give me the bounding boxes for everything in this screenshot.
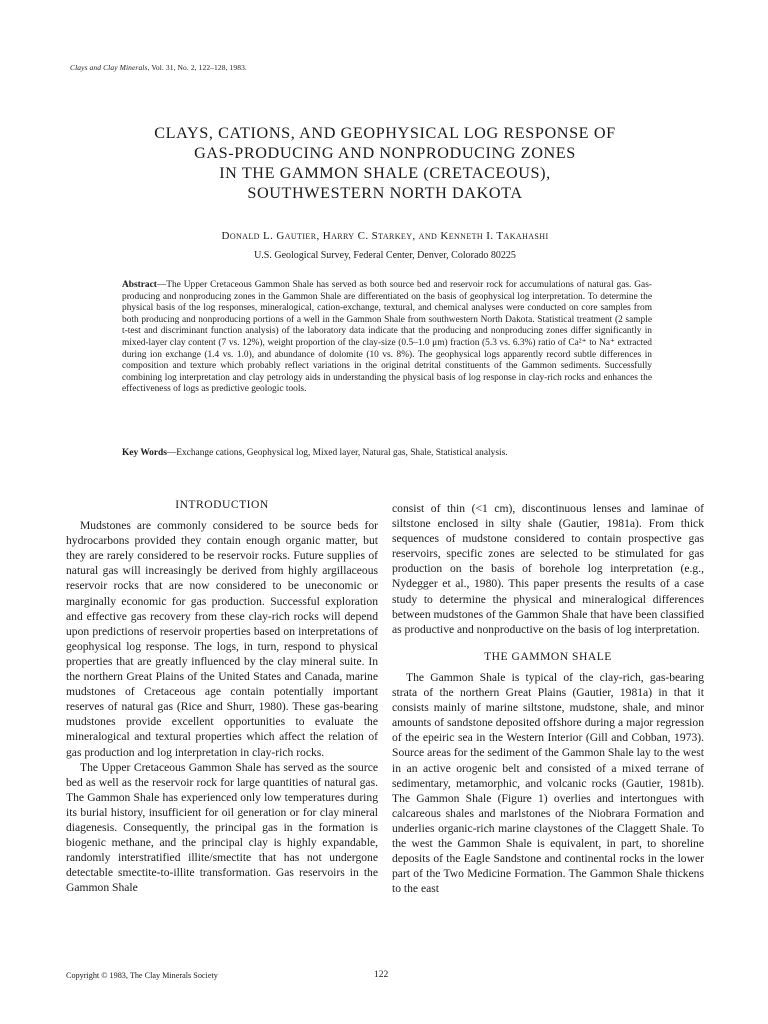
right-column [392, 501, 704, 896]
abstract [122, 280, 652, 396]
keywords [122, 448, 652, 460]
gammon-paragraph-1: The Gammon Shale is typical of the clay-rich, gas-bearing strata of the northern Great Plains (Gautier, 1981a) in that it consists mainly of marine siltstone, mudstone, shale, and minor amounts of sandstone deposited offshore during a major regression of the epeiric sea in the Western Interior (Gill and Cobban, 1973). Source areas for the sediment of the Gammon Shale lay to the west in an active orogenic belt and consisted of a mixed terrane of sedimentary, metamorphic, and volcanic rocks (Gautier, 1981b). The Gammon Shale (Figure 1) overlies and intertongues with calcareous shales and marlstones of the Niobrara Formation and underlies organic-rich marine claystones of the Claggett Shale. To the west the Gammon Shale is equivalent, in part, to shoreline deposits of the Eagle Sandstone and continental rocks in the lower part of the Two Medicine Formation. The Gammon Shale thickens to the east [392, 670, 704, 896]
keywords-label: Key Words [122, 448, 167, 458]
intro-paragraph-2: The Upper Cretaceous Gammon Shale has served as the source bed as well as the reservoir rock for large quantities of natural gas. The Gammon Shale has experienced only low temperatures during its burial history, insufficient for oil generation or for clay mineral diagenesis. Consequently, the principal gas in the formation is biogenic methane, and the principal clay is highly expandable, randomly interstratified illite/smectite that has not undergone detectable smectite-to-illite transformation. Gas reservoirs in the Gammon Shale [66, 760, 378, 895]
intro-paragraph-1: Mudstones are commonly considered to be source beds for hydrocarbons provided they contain enough organic matter, but they are rarely considered to be reservoir rocks. Future supplies of natural gas will increasingly be derived from highly argillaceous reservoir rocks that are now considered to be uneconomic or marginally economic for gas production. Successful exploration and effective gas recovery from these clay-rich rocks will depend upon predictions of reservoir properties based on interpretations of geophysical log response. The logs, in turn, respond to physical properties that are greatly influenced by the clay mineral suite. In the northern Great Plains of the United States and Canada, marine mudstones of Cretaceous age contain potentially important reserves of natural gas (Rice and Shurr, 1980). These gas-bearing mudstones provide excellent opportunities to evaluate the mineralogical and textural properties which affect the relation of gas production and log interpretation in clay-rich rocks. [66, 519, 378, 759]
abstract-label: Abstract [122, 280, 157, 290]
title-line-4: SOUTHWESTERN NORTH DAKOTA [247, 184, 523, 202]
left-column [66, 497, 378, 895]
page-number: 122 [374, 970, 389, 980]
introduction-heading: INTRODUCTION [175, 498, 269, 511]
title-line-3: IN THE GAMMON SHALE (CRETACEOUS), [219, 164, 551, 182]
intro-paragraph-continued: consist of thin (<1 cm), discontinuous lenses and laminae of siltstone enclosed in silty shale (Gautier, 1981a). From thick sequences of mudstone considered to contain prospective gas reservoirs, specific zones are selected to be stimulated for gas production on the basis of borehole log interpretation (e.g., Nydegger et al., 1980). This paper presents the results of a case study to determine the physical and mineralogical differences between mudstones of the Gammon Shale that have been classified as productive and nonproductive on the basis of log interpretation. [392, 502, 704, 636]
affiliation: U.S. Geological Survey, Federal Center, Denver, Colorado 80225 [254, 250, 516, 261]
gammon-shale-heading: THE GAMMON SHALE [484, 649, 612, 663]
abstract-text: —The Upper Cretaceous Gammon Shale has served as both source bed and reservoir rock for accumulations of natural gas. Gas-producing and nonproducing zones in the Gammon Shale are differentiated on the basis of geophysical log interpretation. To determine the physical basis of the log responses, mineralogical, cation-exchange, textural, and chemical analyses were conducted on core samples from both producing and nonproducing portions of a well in the Gammon Shale from southwestern North Dakota. Statistical treatment (2 sample t-test and discriminant function analysis) of the laboratory data indicate that the producing and nonproducing zones differ significantly in mixed-layer clay content (7 vs. 12%), weight proportion of the clay-size (0.5–1.0 μm) fraction (5.3 vs. 6.3%) ratio of Ca²⁺ to Na⁺ extracted during ion exchange (1.4 vs. 1.0), and abundance of dolomite (10 vs. 8%). The geophysical logs apparently record subtle differences in composition and texture which probably reflect variations in the original detrital constituents of the Gammon sediments. Successfully combining log interpretation and clay petrology aids in understanding the physical basis of log response in clay-rich rocks and enhances the effectiveness of logs as predictive geologic tools. [122, 280, 652, 395]
title-line-1: CLAYS, CATIONS, AND GEOPHYSICAL LOG RESPONSE OF [154, 124, 616, 142]
copyright-notice: Copyright © 1983, The Clay Minerals Society [66, 971, 218, 980]
title-line-2: GAS-PRODUCING AND NONPRODUCING ZONES [194, 144, 576, 162]
journal-name: Clays and Clay Minerals [70, 63, 148, 72]
journal-citation [70, 63, 247, 72]
keywords-text: —Exchange cations, Geophysical log, Mixed layer, Natural gas, Shale, Statistical analysis. [166, 448, 508, 458]
paper-title [60, 123, 710, 203]
author-list: Donald L. Gautier, Harry C. Starkey, and Kenneth I. Takahashi [221, 230, 549, 242]
journal-details: , Vol. 31, No. 2, 122–128, 1983. [147, 63, 247, 72]
